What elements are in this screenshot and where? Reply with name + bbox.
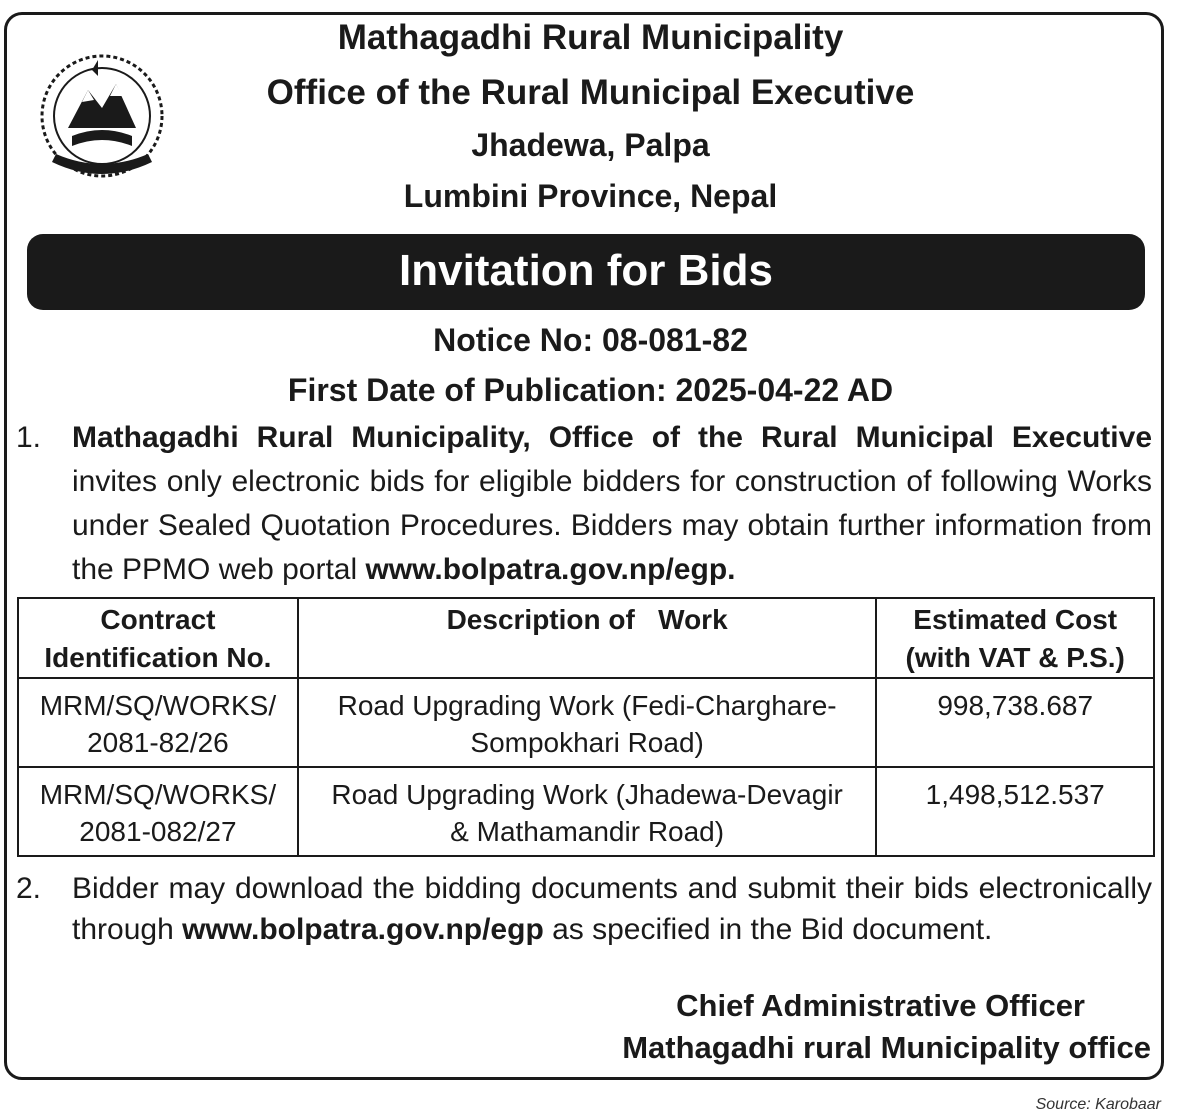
work-description: Road Upgrading Work (Fedi-Charghare- Sompokhari Road) xyxy=(298,678,877,767)
estimated-cost: 1,498,512.537 xyxy=(876,767,1154,856)
municipality-name: Mathagadhi Rural Municipality xyxy=(337,18,844,57)
paragraph-2-pre: Bidder may download the bidding documents and submit their bids electronically through xyxy=(72,872,1152,946)
signatory-title: Chief Administrative Officer xyxy=(676,988,1085,1023)
invitation-banner: Invitation for Bids xyxy=(27,234,1145,310)
notice-number: Notice No: 08-081-82 xyxy=(433,322,748,358)
province: Lumbini Province, Nepal xyxy=(403,178,778,214)
paragraph-1 xyxy=(72,416,1152,592)
paragraph-2 xyxy=(72,868,1152,950)
signatory-office: Mathagadhi rural Municipality office xyxy=(622,1030,1151,1065)
table-row xyxy=(18,678,1154,767)
office-name: Office of the Rural Municipal Executive xyxy=(266,73,915,112)
source-credit: Source: Karobaar xyxy=(1035,1096,1161,1113)
table-header-row xyxy=(18,598,1154,678)
publication-date: First Date of Publication: 2025-04-22 AD xyxy=(287,372,894,408)
paragraph-2-post: as specified in the Bid document. xyxy=(543,913,993,946)
paragraph-1-lead: Mathagadhi Rural Municipality, Office of the Rural Municipal Executive xyxy=(72,421,1152,454)
works-table xyxy=(17,597,1155,857)
portal-link[interactable]: www.bolpatra.gov.np/egp xyxy=(182,913,544,946)
item-number-2: 2. xyxy=(16,872,42,905)
contract-id: MRM/SQ/WORKS/ 2081-82/26 xyxy=(18,678,298,767)
portal-link[interactable]: www.bolpatra.gov.np/egp. xyxy=(365,553,736,586)
header-estimated-cost: Estimated Cost (with VAT & P.S.) xyxy=(876,598,1154,678)
paragraph-1-body: invites only electronic bids for eligible bidders for construction of following Works under Sealed Quotation Procedures. Bidders may obtain further information from the PPMO web portal xyxy=(72,465,1152,586)
contract-id: MRM/SQ/WORKS/ 2081-082/27 xyxy=(18,767,298,856)
table-row xyxy=(18,767,1154,856)
estimated-cost: 998,738.687 xyxy=(876,678,1154,767)
header-contract-id: Contract Identification No. xyxy=(18,598,298,678)
work-description: Road Upgrading Work (Jhadewa-Devagir & Mathamandir Road) xyxy=(298,767,877,856)
item-number-1: 1. xyxy=(16,421,42,454)
header-description: Description of Work xyxy=(298,598,877,678)
location: Jhadewa, Palpa xyxy=(471,127,710,163)
nepal-emblem-icon xyxy=(32,50,172,186)
